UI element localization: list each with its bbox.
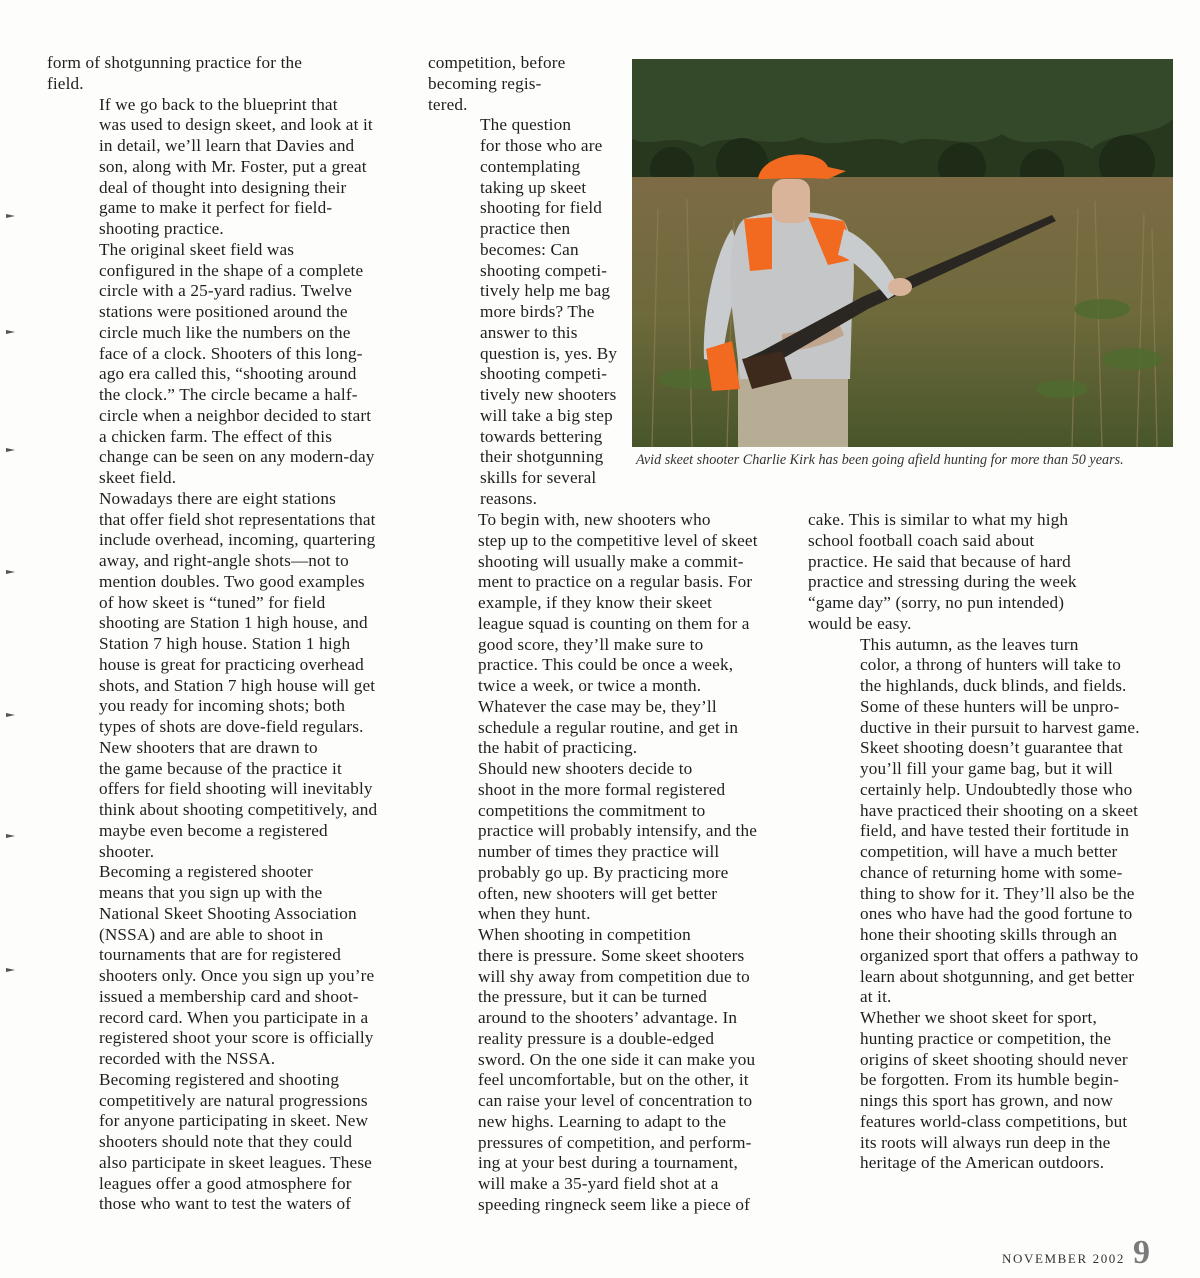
text-line: for those who are: [480, 136, 603, 155]
text-line: circle when a neighbor decided to start: [99, 405, 372, 425]
text-line: skeet field.: [99, 468, 177, 487]
text-line: means that you sign up with the: [99, 883, 323, 902]
text-line: leagues offer a good atmosphere for: [99, 1173, 352, 1193]
paragraph: [808, 510, 1173, 635]
text-line: shooters only. Once you sign up you’re: [99, 966, 375, 985]
text-line: shooters should note that they could: [99, 1132, 353, 1151]
text-line: shots, and Station 7 high house will get: [99, 675, 376, 695]
text-line: probably go up. By practicing more: [478, 862, 729, 882]
text-line: (NSSA) and are able to shoot in: [99, 924, 324, 944]
text-line: cake. This is similar to what my high: [808, 510, 1069, 529]
scan-mark: [6, 322, 16, 326]
text-line: shooting will usually make a commit-: [478, 551, 744, 571]
text-line: types of shots are dove-field regulars.: [99, 717, 364, 736]
text-line: practice. He said that because of hard: [808, 551, 1071, 571]
text-line: This autumn, as the leaves turn: [860, 634, 1079, 654]
text-line: the game because of the practice it: [99, 758, 342, 778]
text-line: was used to design skeet, and look at it: [99, 115, 373, 135]
hunter-photo: [632, 59, 1173, 447]
article-column-3: [808, 510, 1173, 1174]
issue-date: NOVEMBER 2002: [1002, 1251, 1125, 1266]
text-line: change can be seen on any modern-day: [99, 447, 375, 467]
text-line: “game day” (sorry, no pun intended): [808, 593, 1065, 612]
text-line: hone their shooting skills through an: [860, 925, 1118, 944]
paragraph: [47, 738, 407, 863]
paragraph: [808, 635, 1173, 1009]
text-line: more birds? The: [480, 302, 595, 321]
text-line: shoot in the more formal registered: [478, 779, 726, 799]
text-line: feel uncomfortable, but on the other, it: [478, 1070, 749, 1090]
text-line: shooting competi-: [480, 364, 608, 384]
text-line: tively new shooters: [480, 385, 617, 404]
text-line: offers for field shooting will inevitably: [99, 779, 373, 799]
text-line: in detail, we’ll learn that Davies and: [99, 136, 355, 155]
text-line: tively help me bag: [480, 281, 611, 301]
text-line: son, along with Mr. Foster, put a great: [99, 156, 367, 176]
text-line: Whether we shoot skeet for sport,: [860, 1008, 1097, 1027]
text-line: ones who have had the good fortune to: [860, 904, 1133, 924]
text-line: competition, before: [428, 53, 566, 72]
text-line: color, a throng of hunters will take to: [860, 655, 1122, 675]
text-line: will take a big step: [480, 405, 613, 425]
article-column-1: [47, 53, 407, 1215]
text-line: those who want to test the waters of: [99, 1194, 352, 1214]
text-line: face of a clock. Shooters of this long-: [99, 343, 363, 363]
text-line: their shotgunning: [480, 447, 604, 467]
text-line: Nowadays there are eight stations: [99, 488, 336, 508]
text-line: pressures of competition, and perform-: [478, 1132, 752, 1152]
text-line: will shy away from competition due to: [478, 966, 750, 986]
text-line: field, and have tested their fortitude in: [860, 821, 1130, 841]
text-line: features world-class competitions, but: [860, 1111, 1128, 1131]
text-line: practice. This could be once a week,: [478, 655, 734, 675]
page-footer: [1002, 1236, 1150, 1270]
text-line: would be easy.: [808, 613, 912, 633]
text-line: Becoming registered and shooting: [99, 1069, 340, 1089]
text-line: will make a 35-yard field shot at a: [478, 1174, 719, 1193]
text-line: good score, they’ll make sure to: [478, 634, 704, 654]
text-line: Should new shooters decide to: [478, 759, 693, 778]
text-line: deal of thought into designing their: [99, 177, 347, 197]
text-line: taking up skeet: [480, 177, 587, 197]
caption-line: more than 50 years.: [1010, 452, 1124, 468]
text-line: league squad is counting on them for a: [478, 613, 750, 633]
text-line: new highs. Learning to adapt to the: [478, 1111, 727, 1131]
text-line: shooting practice.: [99, 219, 224, 238]
text-line: To begin with, new shooters who: [478, 510, 711, 529]
text-line: number of times they practice will: [478, 842, 720, 861]
text-line: twice a week, or twice a month.: [478, 676, 702, 695]
text-line: school football coach said about: [808, 530, 1035, 550]
text-line: a chicken farm. The effect of this: [99, 426, 333, 446]
text-line: ductive in their pursuit to harvest game.: [860, 717, 1140, 737]
text-line: ment to practice on a regular basis. For: [478, 572, 753, 592]
scan-mark: [6, 705, 16, 709]
text-line: the highlands, duck blinds, and fields.: [860, 676, 1127, 695]
text-line: circle much like the numbers on the: [99, 322, 351, 342]
text-line: question is, yes. By: [480, 343, 618, 363]
text-line: shooting are Station 1 high house, and: [99, 613, 368, 633]
text-line: National Skeet Shooting Association: [99, 903, 357, 923]
text-line: can raise your level of concentration to: [478, 1091, 753, 1110]
text-line: learn about shotgunning, and get better: [860, 966, 1135, 986]
text-line: registered shoot your score is officially: [99, 1028, 374, 1048]
paragraph: [47, 1070, 407, 1215]
scan-mark: [6, 206, 16, 210]
paragraph: [428, 115, 618, 509]
article-column-2-top: [428, 53, 618, 510]
paragraph: [47, 240, 407, 489]
text-line: when they hunt.: [478, 904, 591, 924]
photo-image: [632, 59, 1173, 447]
text-line: issued a membership card and shoot-: [99, 986, 359, 1006]
scan-mark: [6, 826, 16, 830]
text-line: the clock.” The circle became a half-: [99, 385, 358, 404]
text-line: competitions the commitment to: [478, 800, 706, 820]
text-line: shooting competi-: [480, 260, 608, 280]
text-line: becomes: Can: [480, 239, 579, 259]
text-line: Some of these hunters will be unpro-: [860, 696, 1120, 716]
paragraph: [426, 759, 796, 925]
paragraph: [47, 862, 407, 1070]
text-line: stations were positioned around the: [99, 302, 348, 321]
text-line: speeding ringneck seem like a piece of: [478, 1194, 750, 1214]
text-line: thing to show for it. They’ll also be the: [860, 883, 1135, 903]
text-line: contemplating: [480, 156, 581, 176]
text-line: example, if they know their skeet: [478, 593, 713, 612]
text-line: When shooting in competition: [478, 925, 691, 944]
text-line: origins of skeet shooting should never: [860, 1049, 1128, 1069]
text-line: shooting for field: [480, 198, 603, 218]
text-line: tered.: [428, 94, 468, 114]
text-line: think about shooting competitively, and: [99, 800, 378, 819]
text-line: Station 7 high house. Station 1 high: [99, 634, 351, 653]
text-line: game to make it perfect for field-: [99, 198, 333, 218]
text-line: certainly help. Undoubtedly those who: [860, 779, 1133, 799]
paragraph: [426, 510, 796, 759]
text-line: house is great for practicing overhead: [99, 654, 364, 674]
text-line: the habit of practicing.: [478, 738, 638, 758]
scan-mark: [6, 562, 16, 566]
text-line: be forgotten. From its humble begin-: [860, 1070, 1120, 1090]
text-line: maybe even become a registered: [99, 820, 328, 840]
text-line: of how skeet is “tuned” for field: [99, 592, 326, 612]
text-line: practice then: [480, 219, 571, 238]
text-line: the pressure, but it can be turned: [478, 987, 707, 1007]
text-line: reality pressure is a double-edged: [478, 1028, 715, 1048]
text-line: away, and right-angle shots—not to: [99, 551, 349, 570]
paragraph: [47, 53, 407, 95]
text-line: Becoming a registered shooter: [99, 862, 313, 882]
text-line: form of shotgunning practice for the: [47, 53, 303, 72]
text-line: that offer field shot representations that: [99, 509, 376, 529]
text-line: also participate in skeet leagues. These: [99, 1152, 372, 1172]
text-line: answer to this: [480, 322, 578, 342]
photo-caption: [636, 452, 1176, 470]
paragraph: [47, 489, 407, 738]
scan-mark: [6, 960, 16, 964]
text-line: sword. On the one side it can make you: [478, 1049, 756, 1069]
paragraph: [428, 53, 618, 115]
scan-mark: [6, 440, 16, 444]
text-line: heritage of the American outdoors.: [860, 1153, 1105, 1173]
text-line: recorded with the NSSA.: [99, 1049, 276, 1068]
text-line: step up to the competitive level of skeet: [478, 530, 758, 550]
text-line: mention doubles. Two good examples: [99, 571, 365, 591]
text-line: chance of returning home with some-: [860, 862, 1123, 882]
text-line: hunting practice or competition, the: [860, 1028, 1112, 1048]
text-line: practice will probably intensify, and the: [478, 821, 757, 841]
text-line: there is pressure. Some skeet shooters: [478, 945, 745, 965]
text-line: practice and stressing during the week: [808, 572, 1077, 592]
text-line: at it.: [860, 987, 892, 1007]
caption-line: Avid skeet shooter Charlie Kirk has been going afield hunting for: [636, 452, 1008, 468]
text-line: you’ll fill your game bag, but it will: [860, 759, 1113, 778]
text-line: reasons.: [480, 488, 538, 508]
text-line: skills for several: [480, 468, 597, 487]
paragraph: [47, 95, 407, 240]
text-line: ago era called this, “shooting around: [99, 364, 357, 384]
paragraph: [808, 1008, 1173, 1174]
text-line: becoming regis-: [428, 73, 542, 93]
text-line: New shooters that are drawn to: [99, 737, 318, 757]
text-line: its roots will always run deep in the: [860, 1132, 1111, 1152]
text-line: competition, will have a much better: [860, 842, 1118, 861]
text-line: tournaments that are for registered: [99, 945, 341, 965]
text-line: ing at your best during a tournament,: [478, 1153, 738, 1173]
text-line: nings this sport has grown, and now: [860, 1091, 1114, 1110]
article-column-2-bottom: [426, 510, 796, 1216]
paragraph: [426, 925, 796, 1216]
text-line: The question: [480, 115, 572, 135]
text-line: often, new shooters will get better: [478, 883, 718, 903]
text-line: towards bettering: [480, 426, 603, 446]
text-line: Whatever the case may be, they’ll: [478, 696, 717, 716]
text-line: field.: [47, 73, 84, 93]
text-line: The original skeet field was: [99, 239, 295, 259]
text-line: have practiced their shooting on a skeet: [860, 800, 1139, 820]
text-line: schedule a regular routine, and get in: [478, 717, 739, 737]
text-line: competitively are natural progressions: [99, 1090, 368, 1110]
text-line: include overhead, incoming, quartering: [99, 530, 376, 550]
text-line: around to the shooters’ advantage. In: [478, 1008, 738, 1027]
text-line: you ready for incoming shots; both: [99, 696, 346, 716]
text-line: shooter.: [99, 841, 155, 861]
text-line: configured in the shape of a complete: [99, 260, 364, 280]
text-line: circle with a 25-yard radius. Twelve: [99, 281, 353, 301]
page-number: 9: [1133, 1234, 1150, 1271]
text-line: for anyone participating in skeet. New: [99, 1111, 369, 1131]
text-line: Skeet shooting doesn’t guarantee that: [860, 738, 1123, 758]
text-line: record card. When you participate in a: [99, 1007, 369, 1027]
text-line: organized sport that offers a pathway to: [860, 945, 1139, 965]
text-line: If we go back to the blueprint that: [99, 94, 338, 114]
